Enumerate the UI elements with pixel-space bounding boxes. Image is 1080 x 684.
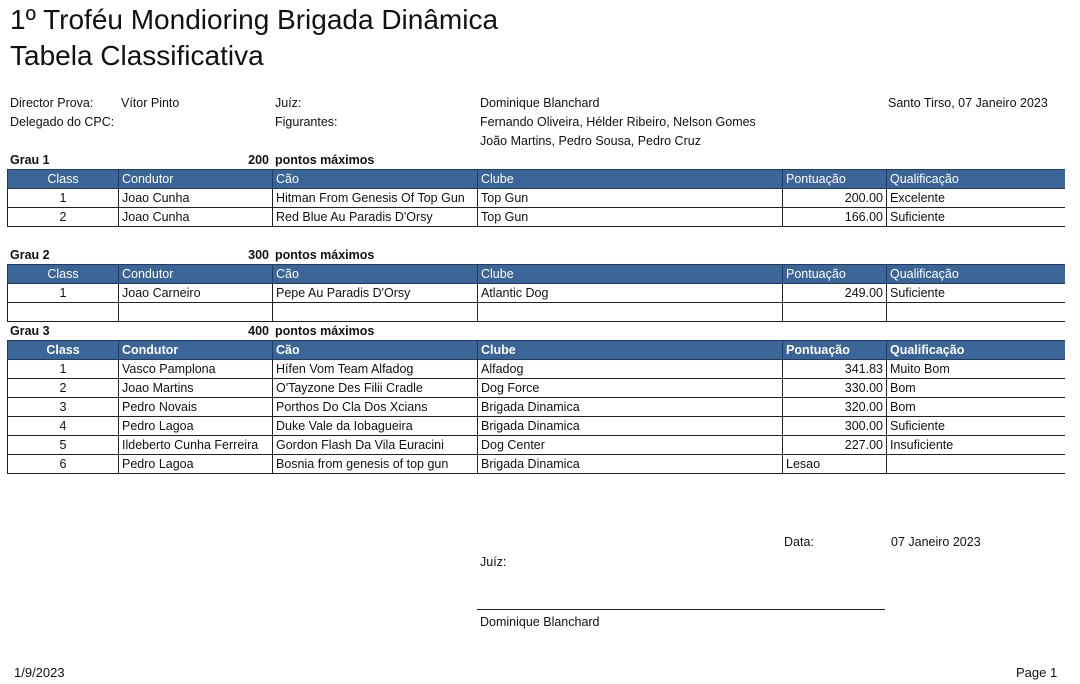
cell-cao: Bosnia from genesis of top gun <box>273 455 478 474</box>
figurants-label: Figurantes: <box>275 115 338 129</box>
cell-condutor: Joao Martins <box>119 379 273 398</box>
column-header-clube: Clube <box>478 341 783 360</box>
cell-class: 3 <box>8 398 119 417</box>
cell-pontuacao: 300.00 <box>783 417 887 436</box>
cell-qualificacao: Suficiente <box>887 208 1065 227</box>
table-row <box>8 189 1065 208</box>
cell-clube <box>478 303 783 322</box>
cell-cao: Gordon Flash Da Vila Euracini <box>273 436 478 455</box>
cell-pontuacao <box>783 303 887 322</box>
cell-condutor: Vasco Pamplona <box>119 360 273 379</box>
cell-pontuacao: 330.00 <box>783 379 887 398</box>
column-header-class: Class <box>8 341 119 360</box>
cell-class: 4 <box>8 417 119 436</box>
column-header-pontuacao: Pontuação <box>783 265 887 284</box>
director-label: Director Prova: <box>10 96 94 110</box>
table-row <box>8 303 1065 322</box>
cell-class: 2 <box>8 379 119 398</box>
table-row <box>8 379 1065 398</box>
figurants-line2: João Martins, Pedro Sousa, Pedro Cruz <box>480 134 701 148</box>
cell-pontuacao: 200.00 <box>783 189 887 208</box>
column-header-pontuacao: Pontuação <box>783 170 887 189</box>
cell-class: 1 <box>8 189 119 208</box>
cell-pontuacao: 227.00 <box>783 436 887 455</box>
director-value: Vítor Pinto <box>121 96 180 110</box>
column-header-qualificacao: Qualificação <box>887 341 1065 360</box>
cell-cao: O'Tayzone Des Filii Cradle <box>273 379 478 398</box>
cell-class <box>8 303 119 322</box>
cell-cao: Porthos Do Cla Dos Xcians <box>273 398 478 417</box>
grade3-table <box>7 340 1065 474</box>
table-header-row <box>8 170 1065 189</box>
judge-value: Dominique Blanchard <box>480 96 600 110</box>
grade1-max-points: 200 <box>248 153 269 167</box>
cell-clube: Top Gun <box>478 208 783 227</box>
grade3-max-points: 400 <box>248 324 269 338</box>
grade2-max-label: pontos máximos <box>275 248 375 262</box>
cell-qualificacao: Bom <box>887 398 1065 417</box>
cell-clube: Brigada Dinamica <box>478 455 783 474</box>
cell-cao: Red Blue Au Paradis D'Orsy <box>273 208 478 227</box>
grade3-name: Grau 3 <box>10 324 50 338</box>
cell-cao: Hífen Vom Team Alfadog <box>273 360 478 379</box>
column-header-condutor: Condutor <box>119 170 273 189</box>
cell-qualificacao: Suficiente <box>887 417 1065 436</box>
table-row <box>8 284 1065 303</box>
page-number: Page 1 <box>1016 665 1058 680</box>
cell-condutor: Joao Cunha <box>119 189 273 208</box>
grade3-max-label: pontos máximos <box>275 324 375 338</box>
cell-qualificacao: Excelente <box>887 189 1065 208</box>
cell-clube: Brigada Dinamica <box>478 398 783 417</box>
table-row <box>8 398 1065 417</box>
signature-judge-name: Dominique Blanchard <box>480 615 600 629</box>
delegate-label: Delegado do CPC: <box>10 115 115 129</box>
table-row <box>8 208 1065 227</box>
cell-condutor: Ildeberto Cunha Ferreira <box>119 436 273 455</box>
cell-class: 6 <box>8 455 119 474</box>
cell-clube: Dog Center <box>478 436 783 455</box>
figurants-line1: Fernando Oliveira, Hélder Ribeiro, Nelson Gomes <box>480 115 756 129</box>
cell-clube: Alfadog <box>478 360 783 379</box>
grade2-name: Grau 2 <box>10 248 50 262</box>
table-row <box>8 455 1065 474</box>
column-header-qualificacao: Qualificação <box>887 170 1065 189</box>
cell-qualificacao: Bom <box>887 379 1065 398</box>
date-value: 07 Janeiro 2023 <box>891 535 981 549</box>
cell-cao: Pepe Au Paradis D'Orsy <box>273 284 478 303</box>
cell-condutor: Pedro Lagoa <box>119 455 273 474</box>
cell-qualificacao: Insuficiente <box>887 436 1065 455</box>
cell-qualificacao: Suficiente <box>887 284 1065 303</box>
signature-line <box>477 609 885 610</box>
cell-condutor <box>119 303 273 322</box>
cell-qualificacao <box>887 303 1065 322</box>
column-header-class: Class <box>8 265 119 284</box>
cell-class: 2 <box>8 208 119 227</box>
cell-pontuacao: 320.00 <box>783 398 887 417</box>
table-header-row <box>8 265 1065 284</box>
cell-clube: Dog Force <box>478 379 783 398</box>
column-header-cao: Cão <box>273 265 478 284</box>
cell-cao: Hitman From Genesis Of Top Gun <box>273 189 478 208</box>
column-header-class: Class <box>8 170 119 189</box>
table-row <box>8 436 1065 455</box>
cell-pontuacao: Lesao <box>783 455 887 474</box>
print-date: 1/9/2023 <box>14 665 65 680</box>
cell-pontuacao: 249.00 <box>783 284 887 303</box>
signature-judge-label: Juíz: <box>480 555 507 569</box>
page-title: 1º Troféu Mondioring Brigada Dinâmica <box>10 4 499 35</box>
place-date: Santo Tirso, 07 Janeiro 2023 <box>888 96 1048 110</box>
page-subtitle: Tabela Classificativa <box>10 40 264 71</box>
cell-cao <box>273 303 478 322</box>
column-header-qualificacao: Qualificação <box>887 265 1065 284</box>
cell-clube: Atlantic Dog <box>478 284 783 303</box>
cell-clube: Brigada Dinamica <box>478 417 783 436</box>
column-header-clube: Clube <box>478 265 783 284</box>
column-header-pontuacao: Pontuação <box>783 341 887 360</box>
cell-class: 1 <box>8 284 119 303</box>
column-header-clube: Clube <box>478 170 783 189</box>
cell-clube: Top Gun <box>478 189 783 208</box>
grade2-max-points: 300 <box>248 248 269 262</box>
date-label: Data: <box>784 535 814 549</box>
grade1-table <box>7 169 1065 227</box>
cell-condutor: Joao Carneiro <box>119 284 273 303</box>
cell-condutor: Pedro Novais <box>119 398 273 417</box>
table-header-row <box>8 341 1065 360</box>
column-header-condutor: Condutor <box>119 341 273 360</box>
column-header-cao: Cão <box>273 341 478 360</box>
column-header-condutor: Condutor <box>119 265 273 284</box>
judge-label: Juíz: <box>275 96 302 110</box>
grade1-name: Grau 1 <box>10 153 50 167</box>
table-row <box>8 417 1065 436</box>
column-header-cao: Cão <box>273 170 478 189</box>
cell-class: 5 <box>8 436 119 455</box>
grade1-max-label: pontos máximos <box>275 153 375 167</box>
cell-condutor: Joao Cunha <box>119 208 273 227</box>
cell-qualificacao: Muito Bom <box>887 360 1065 379</box>
cell-class: 1 <box>8 360 119 379</box>
cell-pontuacao: 341.83 <box>783 360 887 379</box>
grade2-table <box>7 264 1065 322</box>
cell-cao: Duke Vale da Iobagueira <box>273 417 478 436</box>
cell-condutor: Pedro Lagoa <box>119 417 273 436</box>
cell-qualificacao <box>887 455 1065 474</box>
cell-pontuacao: 166.00 <box>783 208 887 227</box>
table-row <box>8 360 1065 379</box>
